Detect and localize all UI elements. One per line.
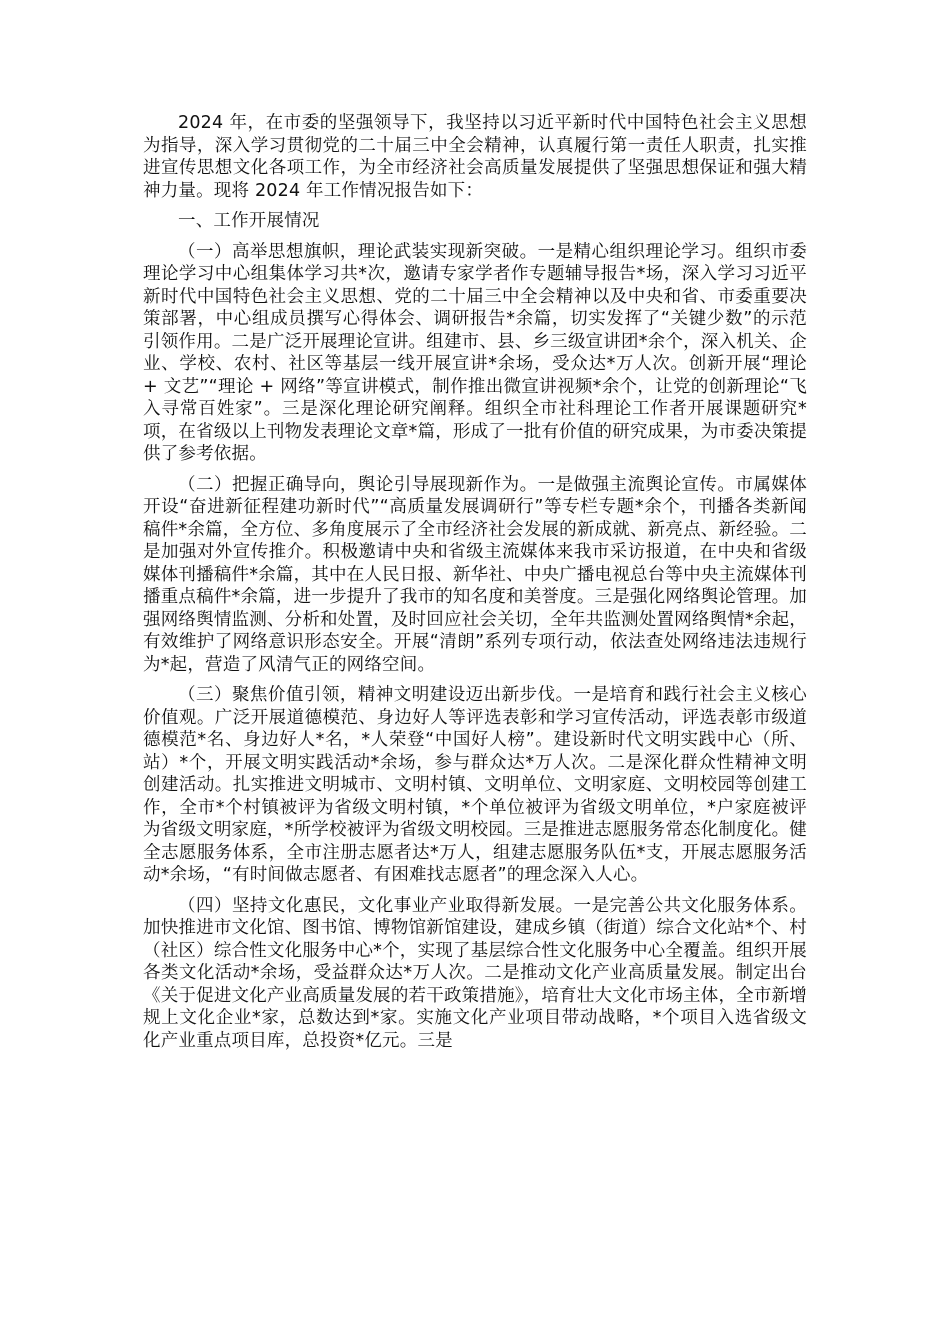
section-heading: 一、工作开展情况 bbox=[178, 211, 320, 231]
paragraph-civilization: （三）聚焦价值引领，精神文明建设迈出新步伐。一是培育和践行社会主义核心价值观。广泛开展道德模范、身边好人等评选表彰和学习宣传活动，评选表彰市级道德模范*名、身边好人*名，*人荣登“中国好人榜”。建设新时代文明实践中心（所、站）*个，开展文明实践活动*余场，参与群众达*万人次。二是深化群众性精神文明创建活动。扎实推进文明城市、文明村镇、文明单位、文明家庭、文明校园等创建工作，全市*个村镇被评为省级文明村镇，*个单位被评为省级文明单位，*户家庭被评为省级文明家庭，*所学校被评为省级文明校园。三是推进志愿服务常态化制度化。健全志愿服务体系，全市注册志愿者达*万人，组建志愿服务队伍*支，开展志愿服务活动*余场，“有时间做志愿者、有困难找志愿者”的理念深入人心。 bbox=[143, 685, 807, 885]
document-body bbox=[143, 112, 807, 1060]
paragraph-culture: （四）坚持文化惠民，文化事业产业取得新发展。一是完善公共文化服务体系。加快推进市文化馆、图书馆、博物馆新馆建设，建成乡镇（街道）综合文化站*个、村（社区）综合性文化服务中心*个，实现了基层综合性文化服务中心全覆盖。组织开展各类文化活动*余场，受益群众达*万人次。二是推动文化产业高质量发展。制定出台《关于促进文化产业高质量发展的若干政策措施》，培育壮大文化市场主体，全市新增规上文化企业*家，总数达到*家。实施文化产业项目带动战略，*个项目入选省级文化产业重点项目库，总投资*亿元。三是 bbox=[143, 895, 807, 1051]
paragraph-theory: （一）高举思想旗帜，理论武装实现新突破。一是精心组织理论学习。组织市委理论学习中心组集体学习共*次，邀请专家学者作专题辅导报告*场，深入学习习近平新时代中国特色社会主义思想、党的二十届三中全会精神以及中央和省、市委重要决策部署，中心组成员撰写心得体会、调研报告*余篇，切实发挥了“关键少数”的示范引领作用。二是广泛开展理论宣讲。组建市、县、乡三级宣讲团*余个，深入机关、企业、学校、农村、社区等基层一线开展宣讲*余场，受众达*万人次。创新开展“理论 + 文艺”“理论 + 网络”等宣讲模式，制作推出微宣讲视频*余个，让党的创新理论“飞入寻常百姓家”。三是深化理论研究阐释。组织全市社科理论工作者开展课题研究*项，在省级以上刊物发表理论文章*篇，形成了一批有价值的研究成果，为市委决策提供了参考依据。 bbox=[143, 241, 807, 464]
intro-paragraph: 2024 年，在市委的坚强领导下，我坚持以习近平新时代中国特色社会主义思想为指导，深入学习贯彻党的二十届三中全会精神，认真履行第一责任人职责，扎实推进宣传思想文化各项工作，为全市经济社会高质量发展提供了坚强思想保证和强大精神力量。现将 2024 年工作情况报告如下： bbox=[143, 113, 807, 201]
paragraph-public-opinion: （二）把握正确导向，舆论引导展现新作为。一是做强主流舆论宣传。市属媒体开设“奋进新征程建功新时代”“高质量发展调研行”等专栏专题*余个，刊播各类新闻稿件*余篇，全方位、多角度展示了全市经济社会发展的新成就、新亮点、新经验。二是加强对外宣传推介。积极邀请中央和省级主流媒体来我市采访报道，在中央和省级媒体刊播稿件*余篇，其中在人民日报、新华社、中央广播电视总台等中央主流媒体刊播重点稿件*余篇，进一步提升了我市的知名度和美誉度。三是强化网络舆论管理。加强网络舆情监测、分析和处置，及时回应社会关切，全年共监测处置网络舆情*余起，有效维护了网络意识形态安全。开展“清朗”系列专项行动，依法查处网络违法违规行为*起，营造了风清气正的网络空间。 bbox=[143, 474, 807, 675]
